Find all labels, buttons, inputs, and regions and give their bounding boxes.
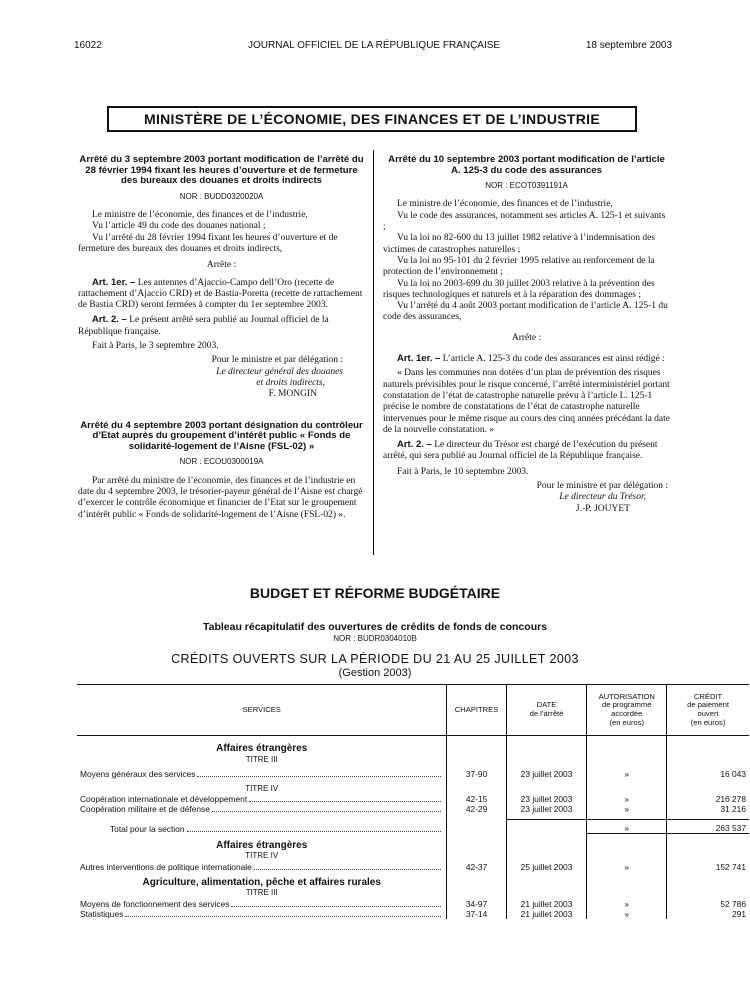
autorisation-cell: » <box>587 909 667 919</box>
empty-cell <box>667 736 749 745</box>
leader-dots <box>125 916 441 917</box>
table-header-row <box>77 685 749 736</box>
paragraph: Vu l’arrêté du 4 août 2003 portant modification de l’article A. 125-1 du code des assurances, <box>383 301 668 323</box>
service-label: Autres interventions de politique internationale <box>80 861 252 872</box>
empty-cell <box>506 840 587 850</box>
empty-cell <box>506 888 587 898</box>
credit-cell: 152 741 <box>667 861 749 871</box>
left-column <box>78 155 365 521</box>
signature-line: Pour le ministre et par délégation : <box>536 481 668 492</box>
signature-line: et droits indirects, <box>256 377 325 388</box>
date-cell: 25 juillet 2003 <box>506 861 587 871</box>
empty-cell <box>506 754 587 764</box>
table-row <box>77 804 749 814</box>
empty-cell <box>447 820 506 834</box>
empty-cell <box>506 878 587 888</box>
autorisation-cell: » <box>587 898 667 908</box>
total-cell <box>77 820 447 834</box>
article-label: Art. 1er. – <box>397 353 441 365</box>
total-credit-cell: 263 537 <box>667 820 749 834</box>
empty-cell <box>667 840 749 850</box>
group-name: Affaires étrangères <box>216 743 308 755</box>
empty-cell <box>506 744 587 754</box>
chapitre-cell: 37-14 <box>447 909 506 919</box>
credit-cell: 16 043 <box>667 769 749 779</box>
titre-row <box>77 888 749 898</box>
table-subtitle: Tableau récapitulatif des ouvertures de crédits de fonds de concours <box>202 621 548 633</box>
ministry-banner: MINISTÈRE DE L’ÉCONOMIE, DES FINANCES ET DE L’INDUSTRIE <box>107 106 637 132</box>
service-label: Moyens de fonctionnement des services <box>80 898 230 909</box>
nor-code-4: NOR : BUDR0304010B <box>333 634 417 643</box>
table-row <box>77 909 749 919</box>
paragraph: Le ministre de l’économie, des finances et de l’industrie, <box>92 210 308 221</box>
gestion-year: (Gestion 2003) <box>338 667 412 679</box>
group-row <box>77 878 749 888</box>
leader-dots <box>197 776 441 777</box>
date-cell: 23 juillet 2003 <box>506 804 587 814</box>
article-1 <box>78 277 365 312</box>
service-label: Coopération internationale et développement <box>80 793 248 804</box>
paragraph: Vu la loi no 2003-699 du 30 juillet 2003 relative à la prévention des risques technologiques et naturels et à la réparation des dommages ; <box>383 278 655 300</box>
service-cell <box>77 861 447 871</box>
group-row <box>77 744 749 754</box>
journal-title: JOURNAL OFFICIEL DE LA RÉPUBLIQUE FRANÇAISE <box>248 40 501 51</box>
article-text: Le présent arrêté sera publié au Journal officiel de la République française. <box>78 315 329 337</box>
empty-cell <box>587 744 667 754</box>
column-divider <box>373 150 374 555</box>
article-text: L’article A. 125-3 du code des assurances est ainsi rédigé : <box>440 354 665 365</box>
empty-cell <box>587 851 667 861</box>
titre-label: TITRE III <box>245 754 278 764</box>
chapitre-cell: 42-15 <box>447 794 506 804</box>
paragraph: Le ministre de l’économie, des finances et de l’industrie, <box>397 199 613 210</box>
autorisation-cell: » <box>587 794 667 804</box>
nor-code-2: NOR : ECOU0300019A <box>179 457 264 467</box>
service-cell <box>77 909 447 919</box>
table-row <box>77 898 749 908</box>
empty-cell <box>447 851 506 861</box>
signature-line: Pour le ministre et par délégation : <box>211 355 343 366</box>
empty-cell <box>447 878 506 888</box>
header-autorisation: AUTORISATION de programme accordée (en euros) <box>587 685 667 736</box>
chapitre-cell: 34-97 <box>447 898 506 908</box>
arrete-title-2: Arrêté du 4 septembre 2003 portant désignation du contrôleur d’Etat auprès du groupement d’intérêt public « Fonds de solidarité-logement de l’Aisne (FSL-02) » <box>80 419 363 452</box>
empty-cell <box>667 878 749 888</box>
service-cell <box>77 898 447 908</box>
table-row <box>77 769 749 779</box>
empty-cell <box>506 851 587 861</box>
leader-dots <box>254 869 442 870</box>
header-date: DATE de l’arrêté <box>506 685 587 736</box>
titre-row <box>77 783 749 793</box>
empty-cell <box>587 754 667 764</box>
credit-cell: 291 <box>667 909 749 919</box>
group-name: Affaires étrangères <box>216 839 308 851</box>
leader-dots <box>187 831 442 832</box>
empty-cell <box>506 736 587 745</box>
date-cell: 23 juillet 2003 <box>506 769 587 779</box>
empty-cell <box>587 878 667 888</box>
chapitre-cell: 42-29 <box>447 804 506 814</box>
article-label: Art. 1er. – <box>92 276 136 288</box>
titre-row <box>77 754 749 764</box>
service-cell <box>77 794 447 804</box>
fait-a: Fait à Paris, le 10 septembre 2003. <box>397 466 529 477</box>
credit-cell: 216 278 <box>667 794 749 804</box>
total-label: Total pour la section <box>110 823 185 834</box>
leader-dots <box>249 801 441 802</box>
date-cell: 21 juillet 2003 <box>506 898 587 908</box>
service-cell <box>77 769 447 779</box>
quoted-article: « Dans les communes non dotées d’un plan de prévention des risques naturels prévisibles pour le risque concerné, l’arrêté interministériel portant constatation de l’état de catastrophe naturelle prévu à l’article L. 125-1 précise le nombre de constatations de l’état de catastrophe naturelle intervenues pour le même risque au cours des cinq années précédant la date de la nouvelle constatation. » <box>383 368 670 435</box>
article-label: Art. 2. – <box>397 439 432 451</box>
autorisation-cell: » <box>587 804 667 814</box>
signature-line: Le directeur général des douanes <box>216 366 343 377</box>
service-label: Moyens généraux des services <box>80 769 196 780</box>
article-2 <box>383 439 670 463</box>
issue-date: 18 septembre 2003 <box>585 40 672 51</box>
leader-dots <box>212 811 442 812</box>
credits-table-body <box>77 685 749 920</box>
header-services: SERVICES <box>77 685 447 736</box>
autorisation-cell: » <box>587 769 667 779</box>
article-text: Les antennes d’Ajaccio-Campo dell’Oro (recette de rattachement d’Ajaccio CRD) et de Bastia-Poretta (recette de rattachement de Bastia CRD) seront fermées à compter du 1er septembre 2003. <box>78 277 363 311</box>
empty-cell <box>587 783 667 793</box>
page-number: 16022 <box>74 40 102 51</box>
paragraph: Vu la loi no 95-101 du 2 février 1995 relative au renforcement de la protection de l’environnement ; <box>383 255 655 278</box>
date-cell: 21 juillet 2003 <box>506 909 587 919</box>
empty-cell <box>447 840 506 850</box>
paragraph: Vu le code des assurances, notamment ses articles A. 125-1 et suivants ; <box>383 210 666 233</box>
empty-cell <box>506 820 587 834</box>
empty-cell <box>667 888 749 898</box>
service-label: Statistiques <box>80 909 124 920</box>
credit-cell: 52 786 <box>667 898 749 908</box>
titre-label: TITRE IV <box>245 851 279 861</box>
empty-cell <box>447 754 506 764</box>
right-column <box>383 155 670 515</box>
credit-cell: 31 216 <box>667 804 749 814</box>
group-row <box>77 840 749 850</box>
empty-cell <box>667 783 749 793</box>
article-text: Le directeur du Trésor est chargé de l’exécution du présent arrêté, qui sera publié au Journal officiel de la République française. <box>383 440 658 462</box>
paragraph: Vu la loi no 82-600 du 13 juillet 1982 relative à l’indemnisation des victimes de catastrophes naturelles ; <box>383 233 655 255</box>
empty-cell <box>587 888 667 898</box>
article-label: Art. 2. – <box>92 314 127 326</box>
article-1 <box>383 353 670 365</box>
empty-cell <box>447 783 506 793</box>
empty-cell <box>667 754 749 764</box>
arrete-title-3: Arrêté du 10 septembre 2003 portant modification de l’article A. 125-3 du code des assurances <box>388 154 665 176</box>
total-row <box>77 820 749 834</box>
empty-cell <box>667 744 749 754</box>
arrete-title-1: Arrêté du 3 septembre 2003 portant modification de l’arrêté du 28 février 1994 fixant les heures d’ouverture et de fermeture des bureaux des douanes et droits indirects <box>79 154 364 187</box>
chapitre-cell: 42-37 <box>447 861 506 871</box>
titre-label: TITRE IV <box>245 783 279 793</box>
group-name: Agriculture, alimentation, pêche et affaires rurales <box>142 876 381 888</box>
nor-code-3: NOR : ECOT0391191A <box>485 181 568 191</box>
chapitre-cell: 37-90 <box>447 769 506 779</box>
signature-name: F. MONGIN <box>268 389 317 400</box>
header-chapitres: CHAPITRES <box>447 685 506 736</box>
total-autorisation-cell: » <box>587 820 667 834</box>
signature-name: J.-P. JOUYET <box>575 503 630 514</box>
header-credit: CRÉDIT de paiement ouvert (en euros) <box>667 685 749 736</box>
leader-dots <box>231 906 441 907</box>
empty-cell <box>447 888 506 898</box>
table-row <box>77 794 749 804</box>
empty-cell <box>667 851 749 861</box>
article-2 <box>78 314 365 338</box>
fait-a: Fait à Paris, le 3 septembre 2003. <box>92 341 219 352</box>
autorisation-cell: » <box>587 861 667 871</box>
empty-cell <box>506 783 587 793</box>
paragraph: Par arrêté du ministre de l’économie, des finances et de l’industrie en date du 4 septembre 2003, le trésorier-payeur général de l’Aisne est chargé d’exercer le contrôle économique et financier de l’Etat sur le groupement d’intérêt public « Fonds de solidarité-logement de l’Aisne (FSL-02) ». <box>78 475 363 520</box>
period-title: CRÉDITS OUVERTS SUR LA PÉRIODE DU 21 AU 25 JUILLET 2003 <box>171 652 579 666</box>
titre-row <box>77 851 749 861</box>
signature-line: Le directeur du Trésor, <box>559 492 646 503</box>
service-cell <box>77 804 447 814</box>
table-row <box>77 861 749 871</box>
service-label: Coopération militaire et de défense <box>80 804 210 815</box>
empty-cell <box>587 736 667 745</box>
nor-code-1: NOR : BUDD0320020A <box>179 191 264 201</box>
arrete-word: Arrête : <box>511 332 542 343</box>
arrete-word: Arrête : <box>206 260 237 271</box>
budget-heading: BUDGET ET RÉFORME BUDGÉTAIRE <box>249 585 501 601</box>
paragraph: Vu l’article 49 du code des douanes national ; <box>92 221 266 232</box>
titre-label: TITRE III <box>245 888 278 898</box>
spacer-row <box>77 736 749 745</box>
paragraph: Vu l’arrêté du 28 février 1994 fixant les heures d’ouverture et de fermeture des bureaux des douanes et droits indirects, <box>78 232 338 254</box>
empty-cell <box>447 744 506 754</box>
date-cell: 23 juillet 2003 <box>506 794 587 804</box>
credits-table <box>77 684 749 919</box>
empty-cell <box>587 840 667 850</box>
empty-cell <box>447 736 506 745</box>
